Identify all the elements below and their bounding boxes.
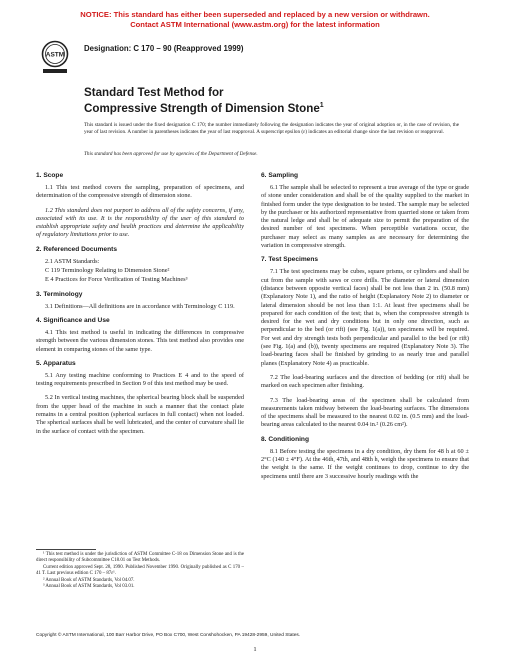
paragraph: 1.2 This standard does not purport to address all of the safety concerns, if any, associated with its use. It is the responsibility of the user of this standard to establish appropriate safety and health practices and determine the applicability of regulatory limitations prior to use. [36, 206, 244, 239]
page-number: 1 [253, 646, 257, 653]
paragraph: 1.1 This test method covers the sampling, preparation of specimens, and determination of the compressive strength of dimension stone. [36, 184, 244, 200]
section-heading: 3. Terminology [36, 290, 83, 298]
paragraph: 7.2 The load-bearing surfaces and the direction of bedding (or rift) shall be marked on each specimen after finishing. [261, 373, 469, 390]
paragraph: 5.1 Any testing machine conforming to Practices E 4 and to the speed of testing requirements prescribed in Section 9 of this test method may be used. [36, 371, 244, 388]
document-title [84, 86, 324, 115]
right-column [261, 172, 469, 487]
section-heading: 4. Significance and Use [36, 316, 110, 324]
footnote: ² Annual Book of ASTM Standards, Vol 04.07. [43, 577, 135, 583]
reference-item: E 4 Practices for Force Verification of Testing Machines³ [45, 276, 188, 284]
issued-statement: This standard is issued under the fixed designation C 170; the number immediately following the designation indicates the year of original adoption or, in the case of revision, the year of last revision. A number in parentheses indicates the year of last reapproval. A superscript epsilon (ε) indicates an editorial change since the last revision or reapproval. [84, 122, 459, 135]
designation: Designation: C 170 – 90 (Reapproved 1999) [84, 44, 244, 53]
left-column [36, 172, 244, 442]
paragraph: 2.1 ASTM Standards: [45, 257, 100, 265]
paragraph: 5.2 In vertical testing machines, the spherical bearing block shall be suspended from the upper head of the machine in such a manner that the contact plate remains in a central position (spherical surfaces in full contact) when not loaded. The spherical surfaces shall be well lubricated, and the center of curvature shall lie in the surface of contact with the specimen. [36, 394, 244, 435]
section-heading: 2. Referenced Documents [36, 245, 117, 253]
footnote-rule [36, 549, 96, 550]
dod-approval: This standard has been approved for use by agencies of the Department of Defense. [84, 151, 258, 157]
astm-logo-icon [40, 40, 70, 76]
section-heading: 1. Scope [36, 172, 64, 179]
title-line-2: Compressive Strength of Dimension Stone$^1$ [84, 101, 324, 115]
reference-item: C 119 Terminology Relating to Dimension Stone² [45, 267, 170, 275]
section-heading: 6. Sampling [261, 172, 299, 179]
svg-text:ASTM: ASTM [45, 51, 65, 59]
section-heading: 8. Conditioning [261, 435, 309, 443]
footnote: ¹ This test method is under the jurisdiction of ASTM Committee C-18 on Dimension Stone and is the direct responsibility of Subcommittee C18.01 on Test Methods. [36, 552, 244, 564]
footnote: Current edition approved Sept. 28, 1990. Published November 1990. Originally published as C 170 – 41 T. Last previous edition C 170 – 87ε¹. [36, 564, 244, 577]
section-heading: 5. Apparatus [36, 359, 76, 367]
paragraph: 7.1 The test specimens may be cubes, square prisms, or cylinders and shall be cut from the sample with saws or core drills. The diameter or lateral dimension (distance between opposite vertical faces) shall be not less than 2 in. (50.8 mm) (Explanatory Note 1), and the ratio of height (Explanatory Note 2) to diameter or lateral dimension should be not less than 1:1. At least five specimens shall be prepared for each condition of the test; that is, when the compressive strength is desired for the wet and dry conditions but in only one direction, such as perpendicular to the bed (or rift) (see Fig. 1(a)), ten specimens will be required. For wet and dry strength tests both perpendicular and parallel to the bed (or rift) (see Fig. 1(a) and (b)), twenty specimens are required (Explanatory Note 3). The load-bearing faces shall be finished by grinding to as nearly true and parallel planes (Explanatory Note 4) as practicable. [261, 268, 469, 367]
notice-line-2: Contact ASTM International (www.astm.org) for the latest information [130, 20, 380, 29]
paragraph: 8.1 Before testing the specimens in a dry condition, dry them for 48 h at 60 ± 2°C (140 ± 4°F). At the 46th, 47th, and 48th h, weigh the specimens to ensure that the weight is the same. If the weight continues to drop, continue to dry the specimens until there are 3 successive hourly readings with the [261, 447, 469, 480]
paragraph: 7.3 The load-bearing areas of the specimen shall be calculated from measurements taken midway between the load-bearing surfaces. The dimensions of the specimens shall be measured to the nearest 0.02 in. (0.5 mm) and the load-bearing areas calculated to the nearest 0.04 in.² (0.26 cm²). [261, 396, 469, 429]
title-line-1: Standard Test Method for [84, 86, 224, 99]
paragraph: 4.1 This test method is useful in indicating the differences in compressive strength between the various dimension stones. This test method also provides one element in comparing stones of the same type. [36, 328, 244, 353]
footnotes [36, 552, 244, 590]
paragraph: 3.1 Definitions—All definitions are in accordance with Terminology C 119. [45, 302, 235, 310]
footnote: ³ Annual Book of ASTM Standards, Vol 03.01. [43, 584, 135, 590]
copyright-line: Copyright © ASTM International, 100 Barr Harbor Drive, PO Box C700, West Conshohocken, PA 19428-2959, United States. [36, 633, 301, 638]
withdrawal-notice [0, 10, 510, 30]
paragraph: 6.1 The sample shall be selected to represent a true average of the type or grade of stone under consideration and shall be of the quality supplied to the market in finished form under the type designation to be tested. The sample may be selected by the purchaser or his authorized representative from quarried stone or taken from the natural ledge and shall be of adequate size to permit the preparation of the desired number of test specimens. When perceptible variations occur, the purchaser may select as many samples as are necessary for determining the variation in compressive strength. [261, 184, 469, 250]
section-heading: 7. Test Specimens [261, 256, 319, 264]
notice-line-1: NOTICE: This standard has either been superseded and replaced by a new version or withdrawn. [80, 10, 430, 19]
